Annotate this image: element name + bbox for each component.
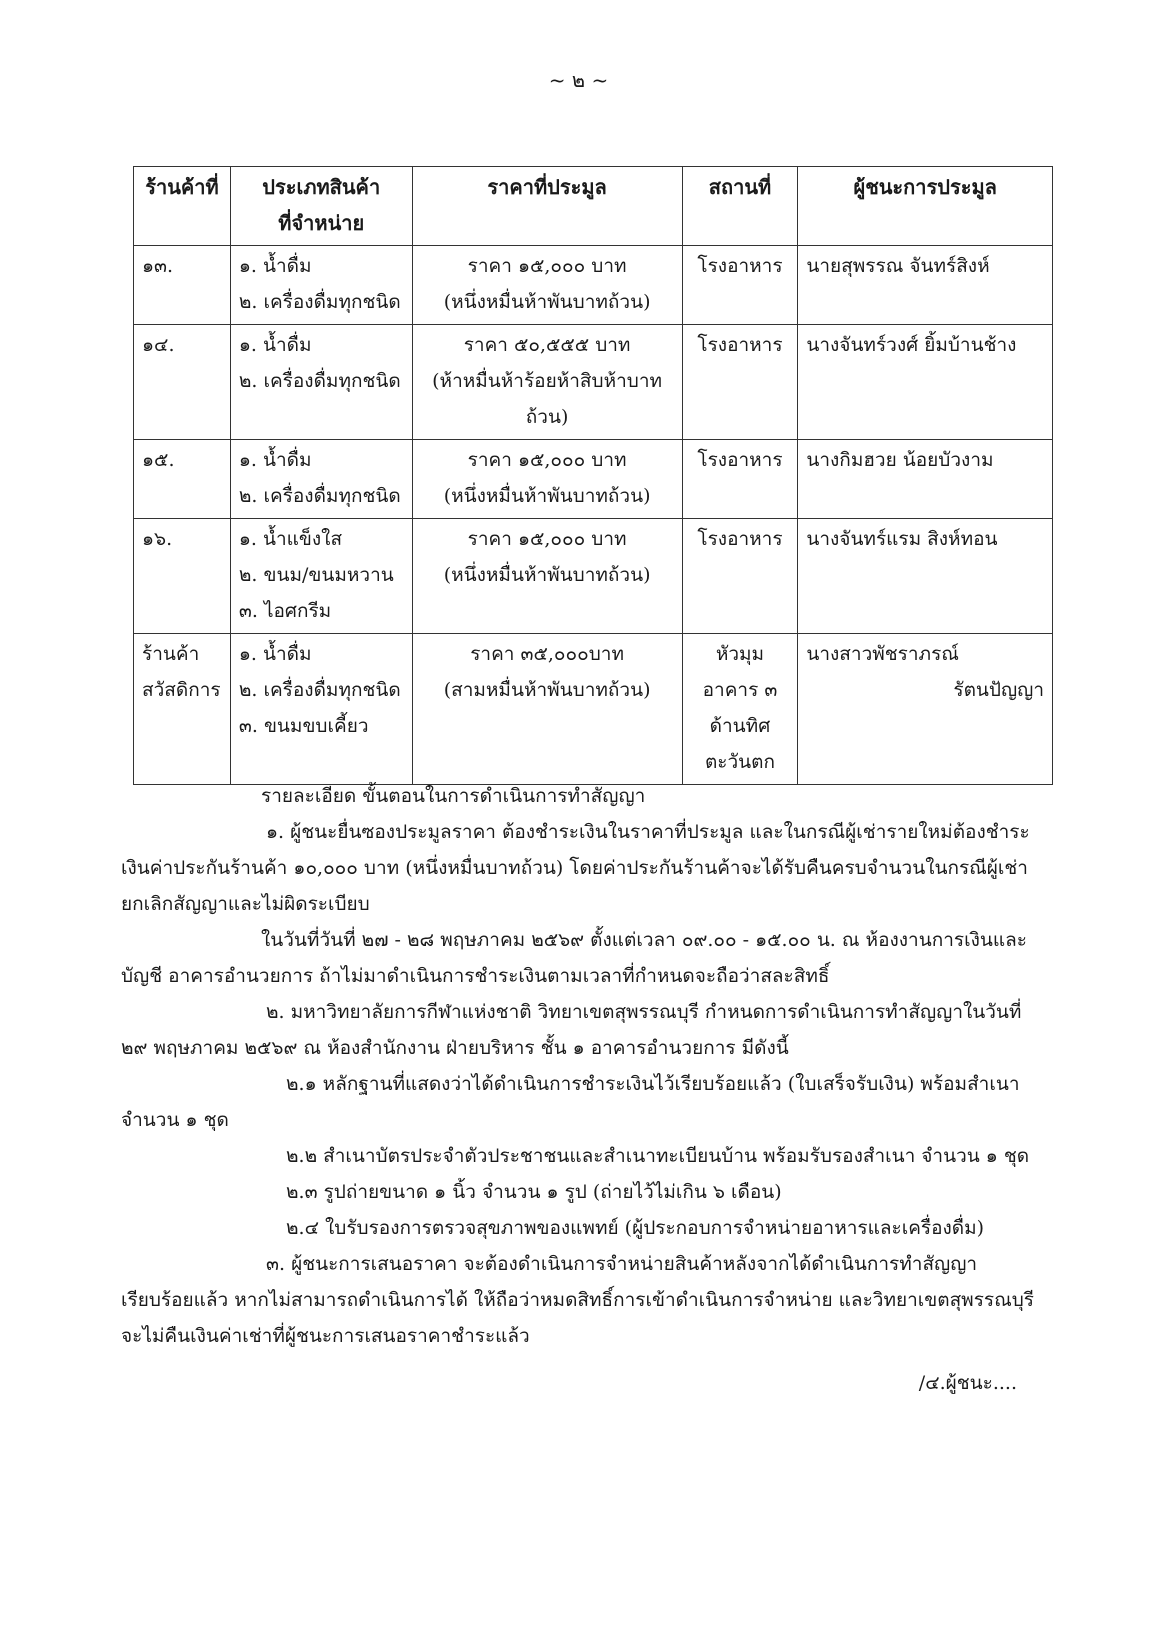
continuation-note: /๔.ผู้ชนะ....: [918, 1372, 1017, 1394]
cell-price-line: ถ้วน): [525, 406, 569, 428]
page-number: ~ ๒ ~: [548, 68, 609, 92]
cell-product-type-line: ๓. ไอศกรีม: [238, 600, 332, 622]
cell-place-line: โรงอาหาร: [697, 334, 783, 356]
header-product-type-line1: ประเภทสินค้า: [262, 175, 381, 199]
cell-winner: [798, 519, 1053, 634]
cell-product-type-line: ๒. เครื่องดื่มทุกชนิด: [238, 291, 401, 313]
procedure-item-2-4: ๒.๔ ใบรับรองการตรวจสุขภาพของแพทย์ (ผู้ประกอบการจำหน่ายอาหารและเครื่องดื่ม): [286, 1217, 985, 1239]
cell-shop-line: ๑๖.: [142, 528, 173, 550]
cell-product-type-line: ๒. เครื่องดื่มทุกชนิด: [238, 679, 401, 701]
cell-product-type-line: ๑. น้ำดื่ม: [238, 255, 312, 277]
cell-shop-line: สวัสดิการ: [142, 679, 221, 701]
cell-price: [412, 519, 682, 634]
cell-product-type-line: ๓. ขนมขบเคี้ยว: [238, 715, 369, 737]
cell-product-type-line: ๒. เครื่องดื่มทุกชนิด: [238, 370, 401, 392]
table-row: [134, 519, 1053, 634]
cell-winner: [798, 440, 1053, 519]
cell-winner: [798, 634, 1053, 785]
cell-winner-line: รัตนปัญญา: [953, 679, 1044, 701]
procedure-section: [121, 778, 1043, 1354]
cell-price-line: (หนึ่งหมื่นห้าพันบาทถ้วน): [443, 485, 651, 507]
procedure-item-2-1: ๒.๑ หลักฐานที่แสดงว่าได้ดำเนินการชำระเงินไว้เรียบร้อยแล้ว (ใบเสร็จรับเงิน) พร้อมสำเนาจำนวน ๑ ชุด: [121, 1073, 1020, 1131]
cell-price-line: (หนึ่งหมื่นห้าพันบาทถ้วน): [443, 564, 651, 586]
cell-shop: [134, 440, 231, 519]
auction-results-table: [133, 166, 1053, 785]
cell-shop-line: ๑๕.: [142, 449, 175, 471]
header-price: ราคาที่ประมูล: [412, 167, 682, 246]
cell-shop: [134, 519, 231, 634]
cell-price-line: ราคา ๕๐,๕๕๕ บาท: [463, 334, 631, 356]
cell-price: [412, 246, 682, 325]
cell-place: [682, 246, 798, 325]
cell-place-line: หัวมุม: [715, 643, 765, 665]
cell-product-type-line: ๒. ขนม/ขนมหวาน: [238, 564, 394, 586]
procedure-heading: รายละเอียด ขั้นตอนในการดำเนินการทำสัญญา: [261, 785, 646, 807]
cell-product-type: [230, 519, 412, 634]
header-place: สถานที่: [682, 167, 798, 246]
cell-winner: [798, 325, 1053, 440]
cell-winner: [798, 246, 1053, 325]
cell-product-type-line: ๑. น้ำดื่ม: [238, 449, 312, 471]
table-header-row: [134, 167, 1053, 246]
cell-price: [412, 325, 682, 440]
header-winner: ผู้ชนะการประมูล: [798, 167, 1053, 246]
procedure-paragraph-2: ๒. มหาวิทยาลัยการกีฬาแห่งชาติ วิทยาเขตสุพรรณบุรี กำหนดการดำเนินการทำสัญญาในวันที่ ๒๙ พฤษภาคม ๒๕๖๙ ณ ห้องสำนักงาน ฝ่ายบริหาร ชั้น ๑ อาคารอำนวยการ มีดังนี้: [121, 1001, 1022, 1059]
cell-place-line: โรงอาหาร: [697, 255, 783, 277]
procedure-paragraph-1b: ในวันที่วันที่ ๒๗ - ๒๘ พฤษภาคม ๒๕๖๙ ตั้งแต่เวลา ๐๙.๐๐ - ๑๕.๐๐ น. ณ ห้องงานการเงินและบัญชี อาคารอำนวยการ ถ้าไม่มาดำเนินการชำระเงินตามเวลาที่กำหนดจะถือว่าสละสิทธิ์: [121, 929, 1027, 987]
cell-winner-line: นางจันทร์วงศ์ ยิ้มบ้านช้าง: [806, 334, 1017, 356]
cell-shop-line: ๑๔.: [142, 334, 175, 356]
table-row: [134, 440, 1053, 519]
procedure-item-2-2: ๒.๒ สำเนาบัตรประจำตัวประชาชนและสำเนาทะเบียนบ้าน พร้อมรับรองสำเนา จำนวน ๑ ชุด: [286, 1145, 1030, 1167]
header-product-type: [230, 167, 412, 246]
cell-price-line: ราคา ๑๕,๐๐๐ บาท: [467, 449, 627, 471]
cell-price-line: (ห้าหมื่นห้าร้อยห้าสิบห้าบาท: [432, 370, 663, 392]
header-shop: ร้านค้าที่: [134, 167, 231, 246]
cell-place-line: โรงอาหาร: [697, 449, 783, 471]
procedure-paragraph-1: ๑. ผู้ชนะยื่นซองประมูลราคา ต้องชำระเงินในราคาที่ประมูล และในกรณีผู้เช่ารายใหม่ต้องชำระเงินค่าประกันร้านค้า ๑๐,๐๐๐ บาท (หนึ่งหมื่นบาทถ้วน) โดยค่าประกันร้านค้าจะได้รับคืนครบจำนวนในกรณีผู้เช่ายกเลิกสัญญาและไม่ผิดระเบียบ: [121, 821, 1030, 915]
cell-shop: [134, 634, 231, 785]
cell-place-line: โรงอาหาร: [697, 528, 783, 550]
cell-winner-line: นางกิมฮวย น้อยบัวงาม: [806, 449, 994, 471]
cell-price-line: (สามหมื่นห้าพันบาทถ้วน): [443, 679, 651, 701]
cell-place: [682, 519, 798, 634]
cell-place: [682, 634, 798, 785]
procedure-paragraph-3: ๓. ผู้ชนะการเสนอราคา จะต้องดำเนินการจำหน่ายสินค้าหลังจากได้ดำเนินการทำสัญญาเรียบร้อยแล้ว หากไม่สามารถดำเนินการได้ ให้ถือว่าหมดสิทธิ์การเข้าดำเนินการจำหน่าย และวิทยาเขตสุพรรณบุรีจะไม่คืนเงินค่าเช่าที่ผู้ชนะการเสนอราคาชำระแล้ว: [121, 1253, 1035, 1347]
header-product-type-line2: ที่จำหน่าย: [278, 211, 365, 235]
cell-shop: [134, 246, 231, 325]
cell-place-line: ตะวันตก: [704, 751, 775, 773]
cell-price-line: ราคา ๓๕,๐๐๐บาท: [470, 643, 624, 665]
cell-product-type-line: ๑. น้ำดื่ม: [238, 334, 312, 356]
cell-price: [412, 634, 682, 785]
cell-place: [682, 440, 798, 519]
procedure-item-2-3: ๒.๓ รูปถ่ายขนาด ๑ นิ้ว จำนวน ๑ รูป (ถ่ายไว้ไม่เกิน ๖ เดือน): [286, 1181, 782, 1203]
table-body: [134, 246, 1053, 785]
table-row: [134, 634, 1053, 785]
cell-product-type-line: ๑. น้ำดื่ม: [238, 643, 312, 665]
cell-product-type: [230, 634, 412, 785]
table-row: [134, 325, 1053, 440]
cell-shop: [134, 325, 231, 440]
cell-winner-line: นายสุพรรณ จันทร์สิงห์: [806, 255, 990, 277]
cell-product-type: [230, 246, 412, 325]
cell-price-line: (หนึ่งหมื่นห้าพันบาทถ้วน): [443, 291, 651, 313]
cell-place-line: ด้านทิศ: [709, 715, 771, 737]
table-row: [134, 246, 1053, 325]
cell-price-line: ราคา ๑๕,๐๐๐ บาท: [467, 255, 627, 277]
cell-product-type-line: ๑. น้ำแข็งใส: [238, 528, 343, 550]
cell-price-line: ราคา ๑๕,๐๐๐ บาท: [467, 528, 627, 550]
cell-product-type: [230, 325, 412, 440]
cell-shop-line: ๑๓.: [142, 255, 174, 277]
cell-product-type-line: ๒. เครื่องดื่มทุกชนิด: [238, 485, 401, 507]
cell-product-type: [230, 440, 412, 519]
cell-place: [682, 325, 798, 440]
cell-winner-line: นางจันทร์แรม สิงห์ทอน: [806, 528, 998, 550]
cell-shop-line: ร้านค้า: [142, 643, 200, 665]
cell-price: [412, 440, 682, 519]
cell-place-line: อาคาร ๓: [702, 679, 778, 701]
cell-winner-line: นางสาวพัชราภรณ์: [806, 643, 959, 665]
